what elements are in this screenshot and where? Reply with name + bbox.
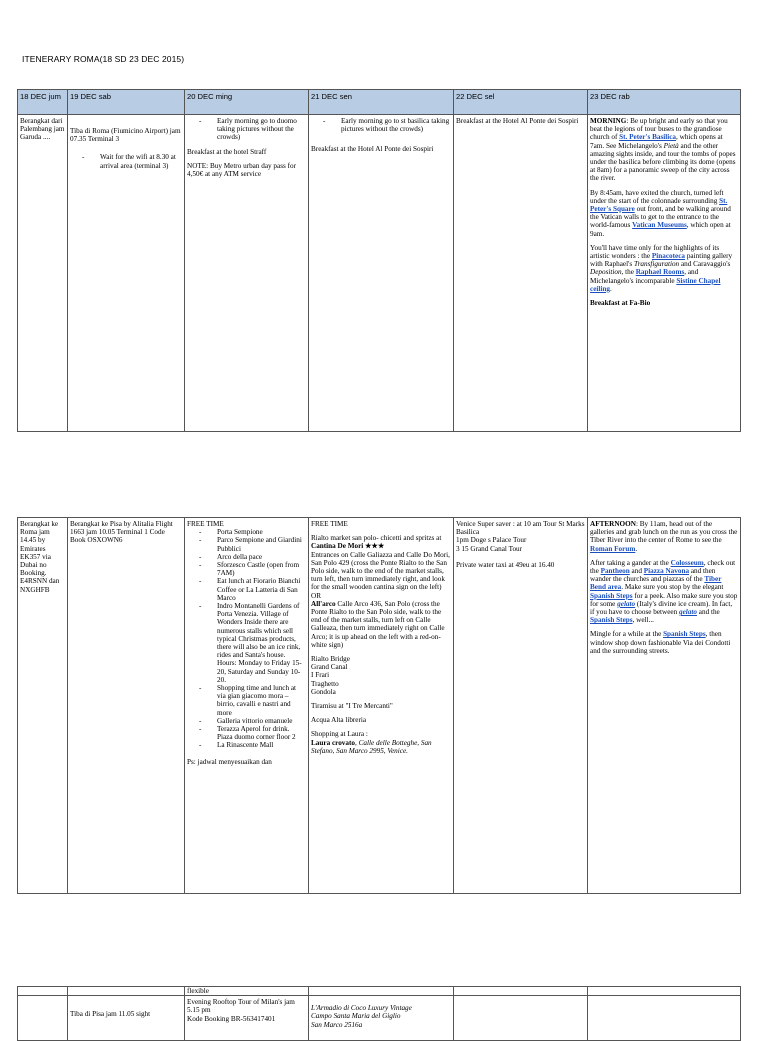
text: . (609, 284, 612, 293)
text: Entrances on Calle Galiazza and Calle Do Mori, San Polo 429 (cross the Ponte Rialto to the San Polo side, walk to the end of the market stalls, turn left, then turn immediately right, and look for the small wooden cantina sign on the left) OR (311, 550, 450, 600)
text: and the (696, 608, 720, 617)
text: painting gallery with Raphael's (590, 252, 733, 269)
footnote-text: Ps: jadwal menyesuaikan dan (187, 757, 272, 766)
link-gelato[interactable]: gelato (679, 608, 697, 617)
text: Private water taxi at 49eu at 16.40 (456, 560, 555, 569)
free-time-label: FREE TIME (311, 520, 348, 528)
list-item: - Indro Montanelli Gardens of Porta Venezia. Village of Wonders Inside there are numerous stalls which sell typical Christmas products, there will also be an ice rink, rides and Santa's house. Hours: Monday to Friday 15-20, Saturday and Sunday 10-20. (199, 602, 306, 684)
table-row (18, 518, 741, 894)
text: By 8:45am, have exited the church, turned left under the start of the colonnade surrounding (590, 188, 724, 205)
breakfast-text: Breakfast at Fa-Bio (590, 299, 651, 308)
link-tiber-bend[interactable]: Tiber Bend area (590, 575, 722, 592)
link-colosseum[interactable]: Colosseum (670, 558, 704, 567)
link-raphael-rooms[interactable]: Raphael Rooms (635, 268, 685, 277)
cell-23-dec (588, 115, 741, 432)
text: (Italy's divine ice cream). In fact, if you have to choose between (590, 599, 733, 617)
table-row (18, 996, 741, 1041)
text: Transfiguration (634, 260, 680, 269)
text: , the (621, 268, 636, 277)
note-text: NOTE: Buy Metro urban day pass for 4,50€ at any ATM service (187, 161, 296, 179)
cell-col-3 (185, 987, 309, 996)
text: , check out the (590, 558, 736, 576)
cell-col-6 (588, 987, 741, 996)
shop-name: Laura crovato (311, 738, 355, 747)
list-item: - La Rinascente Mall (199, 741, 306, 749)
list-item: - Shopping time and lunch at via gian giacomo mora – birrio, cavalli e nastri and more (199, 684, 306, 717)
list-item: - Terazza Aperol for drink. Piaza duomo corner floor 2 (199, 725, 306, 741)
list-item: - Arco della pace (199, 553, 306, 561)
cell-col-4 (309, 518, 454, 894)
itinerary-table-1 (17, 89, 741, 432)
text: for a peek. Also make sure you stop for some (590, 591, 738, 608)
list-item: I Frari (311, 671, 330, 680)
cell-22-dec (454, 115, 588, 432)
cell-text: flexible (187, 987, 209, 995)
text: : Be up bright and early so that you beat the legions of tour buses to the grandiose church of (590, 117, 728, 142)
link-st-peters-square[interactable]: St. Peter's Square (590, 196, 728, 214)
text: Mingle for a while at the (590, 630, 664, 639)
cell-text: Berangkat ke Roma jam 14.45 by Emirates EK357 via Dubai no Booking. E4RSNN dan NXGHFB (20, 520, 60, 594)
text: Deposition (590, 268, 622, 277)
cell-20-dec (185, 115, 309, 432)
table-row (18, 115, 741, 432)
cell-21-dec (309, 115, 454, 432)
cell-col-3 (185, 518, 309, 894)
text: Shopping at Laura : (311, 730, 368, 739)
text: 1pm Doge s Palace Tour (456, 536, 527, 545)
link-spanish-steps[interactable]: Spanish Steps (590, 591, 633, 600)
text: and the other amazing sights inside, and tour the tombs of popes under the basilica before climbing its dome (opens at 8am) for a panoramic sweep of the city across the river. (590, 141, 736, 183)
link-vatican-museums[interactable]: Vatican Museums (632, 221, 687, 230)
cell-col-4 (309, 987, 454, 996)
link-spanish-steps[interactable]: Spanish Steps (590, 616, 633, 625)
cell-col-1 (18, 996, 68, 1041)
document-title: ITENERARY ROMA(18 SD 23 DEC 2015) (22, 54, 185, 64)
cell-col-2 (68, 987, 185, 996)
list-item: - Galleria vittorio emanuele (199, 717, 306, 725)
itinerary-table-3 (17, 986, 741, 1041)
table-row (18, 987, 741, 996)
list-item: - Parco Sempione and Giardini Pubblici (199, 536, 306, 552)
list-item: Traghetto (311, 679, 339, 688)
text: , and Michelangelo's incomparable (590, 268, 699, 285)
cell-text: Tiba di Pisa jam 11.05 sight (70, 1010, 151, 1019)
text: . Make sure you stop by the elegant (621, 583, 724, 592)
header-23-dec: 23 DEC rab (588, 90, 741, 115)
link-piazza-navona[interactable]: Piazza Navona (643, 567, 690, 576)
link-roman-forum[interactable]: Roman Forum (590, 544, 636, 553)
breakfast-text: Breakfast at the Hotel Al Ponte dei Sospiri (311, 145, 434, 154)
link-pantheon[interactable]: Pantheon (600, 567, 630, 576)
cell-col-4 (309, 996, 454, 1041)
list-item: - Eat lunch at Fiorario Bianchi Coffee or La Latteria di San Marco (199, 577, 306, 602)
morning-label: MORNING (590, 117, 627, 125)
text: After taking a gander at the (590, 558, 671, 567)
header-18-dec: 18 DEC jum (18, 90, 68, 115)
header-22-dec: 22 DEC sel (454, 90, 588, 115)
cell-col-1 (18, 987, 68, 996)
cell-text: Campo Santa Maria del Giglio (311, 1012, 401, 1021)
cell-col-1 (18, 518, 68, 894)
cell-text: Evening Rooftop Tour of Milan's jam 5.15 pm (187, 998, 295, 1015)
cell-text: L'Armadio di Coco Luxury Vintage (311, 1004, 412, 1013)
text: Tiramisu at "I Tre Mercanti" (311, 702, 393, 711)
cell-col-2 (68, 996, 185, 1041)
header-21-dec: 21 DEC sen (309, 90, 454, 115)
list-item: - Wait for the wifi at 8.30 at arrival area (terminal 3) (82, 153, 182, 169)
text: Calle Arco 436, San Polo (cross the Ponte Rialto to the San Polo side, walk to the end of the market stalls, turn left on Calle Galleaza, then turn immediately right on Calle Arco; it is up ahead on the left with a red-on-white sign) (311, 599, 445, 649)
text: 3 15 Grand Canal Tour (456, 544, 523, 553)
free-time-label: FREE TIME (187, 520, 224, 528)
cell-text: Berangkat ke Pisa by Alitalia Flight 1663 jam 10.05 Terminal 1 Code Book OSXOWN6 (70, 520, 173, 545)
link-st-peters-basilica[interactable]: St. Peter's Basilica (619, 133, 677, 142)
breakfast-text: Breakfast at the Hotel Al Ponte dei Sospiri (456, 117, 579, 125)
text: , which opens at 7am. See Michelangelo's (590, 133, 723, 150)
header-20-dec: 20 DEC ming (185, 90, 309, 115)
list-item: - Early morning go to st basilica taking pictures without the crowds) (323, 117, 451, 133)
text: Pietà (663, 141, 679, 150)
cell-19-dec (68, 115, 185, 432)
arrival-text: Tiba di Roma (Fiumicino Airport) jam 07.35 Terminal 3 (70, 127, 181, 144)
list-item: Rialto Bridge (311, 655, 350, 664)
afternoon-label: AFTERNOON (590, 520, 636, 528)
text: Rialto market san polo- chicetti and spritzs at (311, 534, 442, 543)
text: Venice Super saver : at 10 am Tour St Marks Basilica (456, 520, 585, 537)
text: and Caravaggio's (679, 260, 731, 269)
text: , well... (632, 616, 654, 625)
header-19-dec: 19 DEC sab (68, 90, 185, 115)
cell-text: San Marco 2516a (311, 1020, 363, 1029)
cell-text: Kode Booking BR-563417401 (187, 1014, 276, 1023)
text: Acqua Alta libreria (311, 716, 367, 725)
cantina-name: Cantina De Mori ★★★ (311, 542, 385, 551)
allarco-name: All'arco (311, 599, 336, 608)
list-item: Grand Canal (311, 663, 348, 672)
header-row (18, 90, 741, 115)
link-gelato[interactable]: gelato (617, 599, 636, 608)
text: . (635, 544, 638, 553)
breakfast-text: Breakfast at the hotel Straff (187, 147, 267, 156)
cell-col-5 (454, 987, 588, 996)
text: out front, and be walking around the Vatican walls to get to the entrance to the world-famous (590, 205, 731, 230)
cell-col-5 (454, 996, 588, 1041)
cell-col-3 (185, 996, 309, 1041)
cell-18-dec (18, 115, 68, 432)
link-sistine-chapel[interactable]: Sistine Chapel ceiling (590, 276, 721, 293)
cell-col-5 (454, 518, 588, 894)
itinerary-table-2 (17, 517, 741, 894)
cell-col-2 (68, 518, 185, 894)
link-spanish-steps[interactable]: Spanish Steps (663, 630, 706, 639)
cell-text: Berangkat dari Palembang jam Garuda .... (20, 117, 65, 142)
text: , then window shop down fashionable Via dei Condotti and the surrounding streets. (590, 630, 731, 655)
text: and then wander the churches and piazzas of the (590, 567, 716, 584)
shop-address: , Calle delle Botteghe, San Stefano, San Marco 2995, Venice. (311, 738, 432, 755)
text: , which open at 9am. (590, 221, 731, 238)
link-pinacoteca[interactable]: Pinacoteca (651, 252, 686, 261)
list-item: Gondola (311, 687, 336, 696)
text: and (629, 567, 644, 576)
list-item: - Early morning go to duomo taking pictures without the crowds) (199, 117, 306, 142)
cell-col-6 (588, 518, 741, 894)
list-item: - Porta Sempione (199, 528, 306, 536)
text: You'll have time only for the highlights of its artistic wonders : the (590, 243, 720, 261)
list-item: - Sforzesco Castle (open from 7AM) (199, 561, 306, 577)
cell-col-6 (588, 996, 741, 1041)
text: : By 11am, head out of the galleries and grab lunch on the run as you cross the Tiber River into the center of Rome to see the (590, 520, 738, 545)
